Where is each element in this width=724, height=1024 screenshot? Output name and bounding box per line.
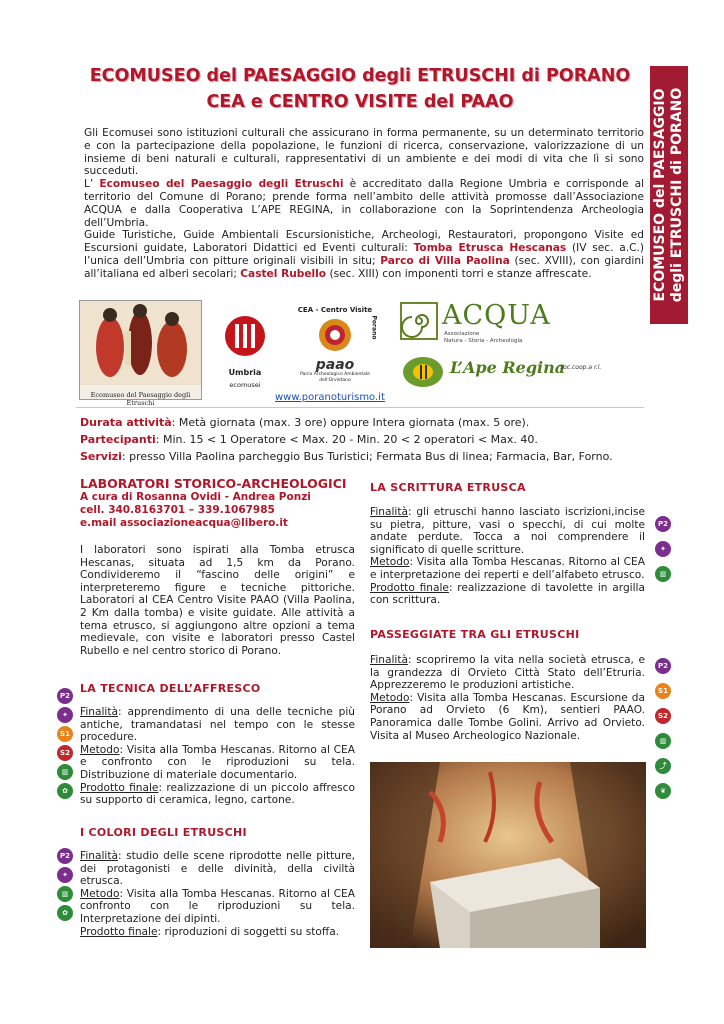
labs-description: I laboratori sono ispirati alla Tomba etrusca Hescanas, situata ad 1,5 km da Porano. Condivideremo il “fascino delle origini” e interpreteremo figure e tecniche pittoriche. Laboratori al CEA Centro Visite PAAO (Villa Paolina, 2 Km dalla tomba) e visite guidate. Alle attività a tema etrusco, si aggiungono altre opzioni a tema medievale, con visite e laboratori presso Castel Rubello e nel centro storico di Porano. <box>80 544 355 657</box>
section-colori-body: Finalità: studio delle scene riprodotte nelle pitture, dei protagonisti e delle divinità, della civiltà etrusca. Metodo: Visita alla Tomba Hescanas. Ritorno al CEA confronto con le riproduzioni su tela. Interpretazione dei dipinti. Prodotto finale: riproduzioni di soggetti su stoffa. <box>80 850 355 938</box>
section-passeggiate-body: Finalità: scopriremo la vita nella società etrusca, e la grandezza di Orvieto Città Stato dell’Etruria. Apprezzeremo le produzioni artistiche. Metodo: Visita alla Tomba Hescanas. Escursione da Porano ad Orvieto (6 Km), sentieri PAAO. Panoramica dalle Tombe Golini. Arrivo ad Orvieto. Visita al Museo Archeologico Nazionale. <box>370 654 645 742</box>
column-icon-4: ▥ <box>655 733 671 749</box>
p2-icon: P2 <box>57 688 73 704</box>
column-icon: ▥ <box>57 764 73 780</box>
ape-regina-logo <box>400 352 620 392</box>
column-icon-2: ▥ <box>57 886 73 902</box>
leaf-icon: ❦ <box>655 783 671 799</box>
paao-logo <box>290 306 380 384</box>
p2-icon-4: P2 <box>655 658 671 674</box>
paao-wordmark: paao <box>315 357 355 373</box>
ecomusei-label: ecomusei <box>229 381 261 389</box>
labs-phone: cell. 340.8163701 – 339.1067985 <box>80 504 275 516</box>
fresco-caption: Ecomuseo del Paesaggio degli Etruschi <box>90 391 191 407</box>
acqua-wordmark: ACQUA <box>442 300 551 331</box>
acqua-logo <box>400 300 560 346</box>
fresco-image <box>80 301 201 385</box>
paao-subtitle: Parco Archeologico Ambientale dell'Orvietano <box>300 372 370 383</box>
ape-regina-subtitle: soc.coop.a r.l. <box>560 364 602 371</box>
hiker-icon-2: ✦ <box>57 867 73 883</box>
info-durata: Durata attività: Metà giornata (max. 3 ore) oppure Intera giornata (max. 5 ore). <box>80 416 530 429</box>
section-colori-title: I COLORI DEGLI ETRUSCHI <box>80 826 247 839</box>
hiker-icon-3: ✦ <box>655 541 671 557</box>
fresco-logo <box>79 300 202 407</box>
bee-icon <box>400 352 446 388</box>
intro-paragraph-1: Gli Ecomusei sono istituzioni culturali che assicurano in forma permanente, su un determinato territorio e con la partecipazione della popolazione, le funzioni di ricerca, conservazione, valorizzazione di un insieme di beni naturali e culturali, rappresentativi di un ambiente e dei modi di vita che lì si sono succeduti. <box>84 127 644 178</box>
info-partecipanti: Partecipanti: Min. 15 < 1 Operatore < Max. 20 - Min. 20 < 2 operatori < Max. 40. <box>80 433 538 446</box>
umbria-logo <box>223 312 267 392</box>
p2-icon-2: P2 <box>57 848 73 864</box>
acqua-spiral-icon <box>400 302 438 340</box>
s2-icon-2: S2 <box>655 708 671 724</box>
palette-icon-2: ✿ <box>57 905 73 921</box>
cea-label: CEA - Centro Visite <box>297 306 373 314</box>
side-banner <box>650 66 688 324</box>
labs-curator: A cura di Rosanna Ovidi - Andrea Ponzi <box>80 491 311 503</box>
side-banner-line2: degli ETRUSCHI di PORANO <box>669 87 685 303</box>
hiker-icon: ✦ <box>57 707 73 723</box>
umbria-emblem-icon <box>223 312 267 364</box>
divider <box>76 407 644 408</box>
section-passeggiate-title: PASSEGGIATE TRA GLI ETRUSCHI <box>370 628 580 641</box>
section-scrittura-title: LA SCRITTURA ETRUSCA <box>370 481 526 494</box>
page-subtitle: CEA e CENTRO VISITE del PAAO <box>206 92 514 112</box>
intro-text <box>84 127 644 281</box>
section-scrittura-body: Finalità: gli etruschi hanno lasciato iscrizioni,incise su pietra, pitture, vasi o specchi, di cui molte andate perdute. Tocca a noi comprendere il significato di quelle scritture. Metodo: Visita alla Tomba Hescanas. Ritorno al CEA e interpretazione dei reperti e dell’alfabeto etrusco. Prodotto finale: realizzazione di tavolette in argilla con scrittura. <box>370 506 645 607</box>
labs-email[interactable]: e.mail associazioneacqua@libero.it <box>80 517 288 529</box>
page-title: ECOMUSEO del PAESAGGIO degli ETRUSCHI di PORANO <box>89 66 631 86</box>
umbria-label: Umbria <box>228 368 262 377</box>
palette-icon: ✿ <box>57 783 73 799</box>
s1-icon-2: S1 <box>655 683 671 699</box>
intro-paragraph-2: L’ Ecomuseo del Paesaggio degli Etruschi è accreditato dalla Regione Umbria e corrisponde al territorio del Comune di Porano; prende forma nell’ambito delle attività promosse dall’Associazione ACQUA e dalla Cooperativa L’APE REGINA, in collaborazione con la Soprintendenza Archeologia dell’Umbria. <box>84 178 645 229</box>
tomb-interior-image <box>370 762 646 948</box>
trail-icon: ⤴ <box>655 758 671 774</box>
p2-icon-3: P2 <box>655 516 671 532</box>
labs-contact <box>80 476 360 530</box>
ape-regina-wordmark: L’Ape Regina <box>450 358 566 377</box>
section-affresco-body: Finalità: apprendimento di una delle tecniche più antiche, tramandatasi nel tempo con le stesse procedure. Metodo: Visita alla Tomba Hescanas. Ritorno al CEA e confronto con le riproduzioni su tela. Distribuzione di materiale documentario. Prodotto finale: realizzazione di un piccolo affresco su supporto di ceramica, legno, cartone. <box>80 706 355 807</box>
s2-icon: S2 <box>57 745 73 761</box>
tomb-photo <box>370 762 646 948</box>
paao-flower-icon <box>290 316 380 354</box>
intro-paragraph-3: Guide Turistiche, Guide Ambientali Escursionistiche, Archeologi, Restauratori, propongono Visite ed Escursioni guidate, Laboratori Didattici ed Eventi culturali: Tomba Etrusca Hescanas (IV sec. a.C.) l’unica dell’Umbria con pitture originali visibili in situ; Parco di Villa Paolina (sec. XVIII), con giardini all’italiana ed alberi secolari; Castel Rubello (sec. XIII) con imponenti torri e stanze affrescate. <box>84 229 645 280</box>
acqua-subtitle: Associazione Natura - Storia - Archeologia <box>444 331 523 344</box>
section-affresco-title: LA TECNICA DELL’AFFRESCO <box>80 682 261 695</box>
s1-icon: S1 <box>57 726 73 742</box>
side-banner-line1: ECOMUSEO del PAESAGGIO <box>652 88 668 302</box>
labs-title: LABORATORI STORICO-ARCHEOLOGICI <box>80 476 347 491</box>
info-servizi: Servizi: presso Villa Paolina parcheggio Bus Turistici; Fermata Bus di linea; Farmacia, Bar, Forno. <box>80 450 613 463</box>
column-icon-3: ▥ <box>655 566 671 582</box>
website-link[interactable]: www.poranoturismo.it <box>275 392 385 403</box>
porano-label: Porano <box>370 315 378 340</box>
